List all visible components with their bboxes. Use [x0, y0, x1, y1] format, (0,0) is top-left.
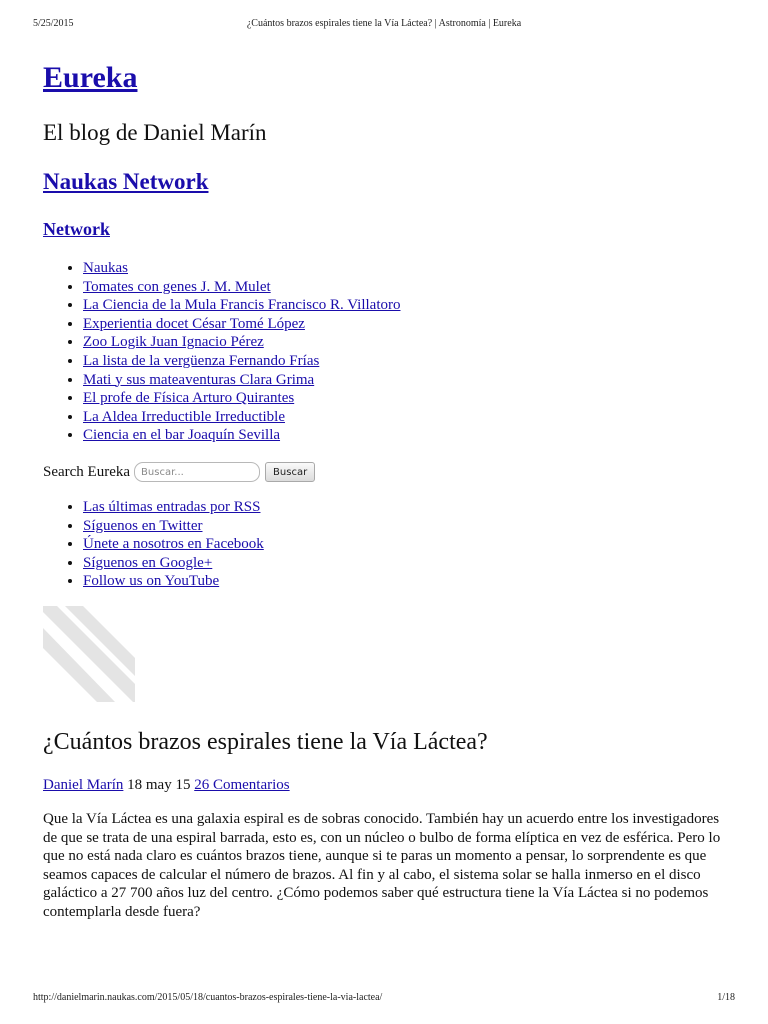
search-input[interactable] [134, 462, 260, 482]
network-link[interactable]: Ciencia en el bar Joaquín Sevilla [83, 427, 281, 444]
print-page-title: ¿Cuántos brazos espirales tiene la Vía Láctea? | Astronomía | Eureka [246, 18, 522, 29]
facebook-link[interactable]: Únete a nosotros en Facebook [83, 536, 264, 553]
list-item [83, 408, 401, 427]
list-item [83, 426, 401, 445]
list-item [83, 371, 401, 390]
author-link[interactable]: Daniel Marín [43, 777, 124, 793]
list-item [83, 554, 264, 573]
list-item [83, 278, 401, 297]
site-title-link[interactable]: Eureka [43, 61, 138, 94]
post-meta [43, 775, 290, 795]
network-link[interactable]: La Aldea Irreductible Irreductible [83, 408, 285, 425]
network-list [43, 259, 401, 445]
list-item [83, 498, 264, 517]
list-item [83, 333, 401, 352]
post-title: ¿Cuántos brazos espirales tiene la Vía Láctea? [43, 729, 488, 755]
list-item [83, 315, 401, 334]
site-title [43, 60, 137, 96]
site-description: El blog de Daniel Marín [43, 120, 267, 145]
post-body: Que la Vía Láctea es una galaxia espiral es de sobras conocido. También hay un acuerdo entre los investigadores de que se trata de una espiral barrada, esto es, con un núcleo o bulbo de forma elíptica en vez de esférica. Pero lo que no está nada claro es cuántos brazos tiene, aunque si te paras un momento a pensar, lo sorprendente es que seamos capaces de calcular el número de brazos. Al fin y al cabo, el sistema solar se halla inmerso en el disco galáctico a 27 700 años luz del centro. ¿Cómo podemos saber qué estructura tiene la Vía Láctea si no podemos contemplarla desde fuera? [43, 811, 721, 920]
social-links-list [43, 498, 264, 591]
comments-link[interactable]: 26 Comentarios [194, 777, 290, 793]
search-label: Search Eureka [43, 464, 131, 480]
list-item [83, 517, 264, 536]
network-link[interactable]: Tomates con genes J. M. Mulet [83, 278, 271, 295]
list-item [83, 296, 401, 315]
network-heading-link[interactable]: Network [43, 219, 110, 239]
youtube-link[interactable]: Follow us on YouTube [83, 573, 220, 590]
search-button[interactable]: Buscar [265, 462, 315, 482]
twitter-link[interactable]: Síguenos en Twitter [83, 517, 203, 534]
list-item [83, 572, 264, 591]
network-heading [43, 218, 110, 240]
search-form [43, 461, 315, 483]
network-link[interactable]: Zoo Logik Juan Ignacio Pérez [83, 334, 264, 351]
network-link[interactable]: Mati y sus mateaventuras Clara Grima [83, 371, 315, 388]
network-brand-link[interactable]: Naukas Network [43, 169, 209, 194]
network-link[interactable]: Naukas [83, 260, 128, 276]
network-link[interactable]: Experientia docet César Tomé López [83, 315, 305, 332]
print-url: http://danielmarin.naukas.com/2015/05/18/cuantos-brazos-espirales-tiene-la-via-lactea/ [33, 992, 383, 1003]
network-brand [43, 168, 208, 196]
list-item [83, 352, 401, 371]
rss-link[interactable]: Las últimas entradas por RSS [83, 499, 261, 515]
print-page-number: 1/18 [717, 992, 735, 1003]
diagonal-stripes-decoration [43, 606, 135, 702]
post-date: 18 may 15 [127, 777, 191, 793]
list-item [83, 259, 401, 278]
network-link[interactable]: El profe de Física Arturo Quirantes [83, 390, 295, 407]
list-item [83, 389, 401, 408]
network-link[interactable]: La Ciencia de la Mula Francis Francisco R. Villatoro [83, 297, 401, 314]
google-plus-link[interactable]: Síguenos en Google+ [83, 554, 213, 571]
list-item [83, 535, 264, 554]
network-link[interactable]: La lista de la vergüenza Fernando Frías [83, 352, 320, 369]
print-date: 5/25/2015 [33, 18, 74, 29]
